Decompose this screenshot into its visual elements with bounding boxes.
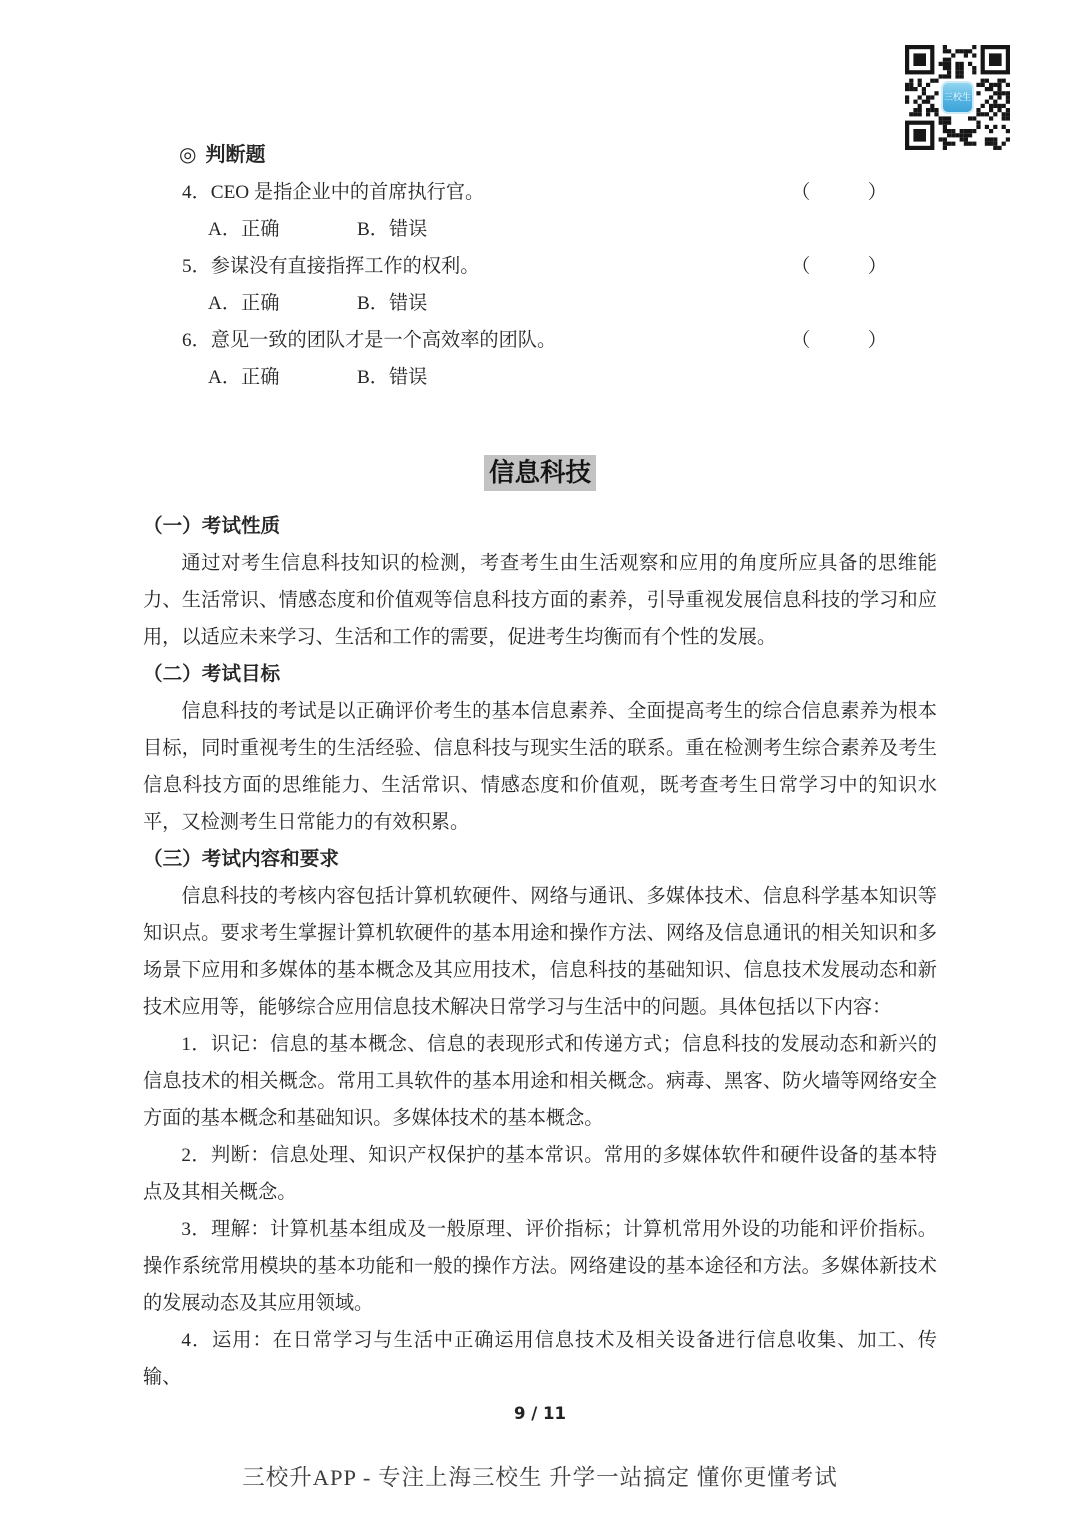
syllabus-body (143, 508, 937, 1396)
body-paragraph: 2．判断：信息处理、知识产权保护的基本常识。常用的多媒体软件和硬件设备的基本特点及其相关概念。 (143, 1145, 937, 1203)
option-b: B．错误 (357, 367, 428, 388)
option-b: B．错误 (357, 219, 428, 240)
question-text: 4．CEO 是指企业中的首席执行官。 (182, 182, 485, 203)
question-options (143, 285, 937, 322)
qr-code (905, 45, 1010, 150)
body-paragraph: 1．识记：信息的基本概念、信息的表现形式和传递方式；信息科技的发展动态和新兴的信息技术的相关概念。常用工具软件的基本用途和相关概念。病毒、黑客、防火墙等网络安全方面的基本概念和基础知识。多媒体技术的基本概念。 (143, 1034, 937, 1129)
question-options (143, 359, 937, 396)
question-row (143, 248, 937, 285)
option-a: A．正确 (208, 367, 280, 388)
answer-blank: （ ） (791, 330, 887, 351)
answer-blank: （ ） (791, 182, 887, 203)
option-a: A．正确 (208, 219, 280, 240)
footer-slogan: 三校升APP - 专注上海三校生 升学一站搞定 懂你更懂考试 (242, 1465, 838, 1490)
section-heading: （二）考试目标 (143, 664, 281, 685)
judgment-section-title: 判断题 (205, 144, 266, 166)
question-text: 6．意见一致的团队才是一个高效率的团队。 (182, 330, 557, 351)
body-paragraph: 4．运用：在日常学习与生活中正确运用信息技术及相关设备进行信息收集、加工、传输、 (143, 1330, 937, 1388)
question-text: 5．参谋没有直接指挥工作的权利。 (182, 256, 480, 277)
option-a: A．正确 (208, 293, 280, 314)
body-paragraph: 3．理解：计算机基本组成及一般原理、评价指标；计算机常用外设的功能和评价指标。操作系统常用模块的基本功能和一般的操作方法。网络建设的基本途径和方法。多媒体新技术的发展动态及其应用领域。 (143, 1219, 937, 1314)
section-heading: （一）考试性质 (143, 516, 281, 537)
double-circle-icon: ◎ (179, 144, 197, 166)
option-b: B．错误 (357, 293, 428, 314)
question-row (143, 174, 937, 211)
qr-logo (941, 81, 974, 114)
body-paragraph: 通过对考生信息科技知识的检测，考查考生由生活观察和应用的角度所应具备的思维能力、生活常识、情感态度和价值观等信息科技方面的素养，引导重视发展信息科技的学习和应用，以适应未来学习、生活和工作的需要，促进考生均衡而有个性的发展。 (143, 553, 937, 648)
qr-logo-text: 三校生 (943, 92, 971, 102)
judgment-section (143, 137, 937, 396)
section-heading: （三）考试内容和要求 (143, 849, 339, 870)
judgment-section-header (143, 137, 937, 174)
question-options (143, 211, 937, 248)
answer-blank: （ ） (791, 256, 887, 277)
chapter-title-row (143, 455, 937, 494)
page-number: 9 / 11 (514, 1404, 566, 1423)
body-paragraph: 信息科技的考试是以正确评价考生的基本信息素养、全面提高考生的综合信息素养为根本目标，同时重视考生的生活经验、信息科技与现实生活的联系。重在检测考生综合素养及考生信息科技方面的思维能力、生活常识、情感态度和价值观，既考查考生日常学习中的知识水平，又检测考生日常能力的有效积累。 (143, 701, 937, 833)
question-row (143, 322, 937, 359)
body-paragraph: 信息科技的考核内容包括计算机软硬件、网络与通讯、多媒体技术、信息科学基本知识等知识点。要求考生掌握计算机软硬件的基本用途和操作方法、网络及信息通讯的相关知识和多场景下应用和多媒体的基本概念及其应用技术，信息科技的基础知识、信息技术发展动态和新技术应用等，能够综合应用信息技术解决日常学习与生活中的问题。具体包括以下内容： (143, 886, 937, 1018)
chapter-title: 信息科技 (484, 455, 596, 491)
